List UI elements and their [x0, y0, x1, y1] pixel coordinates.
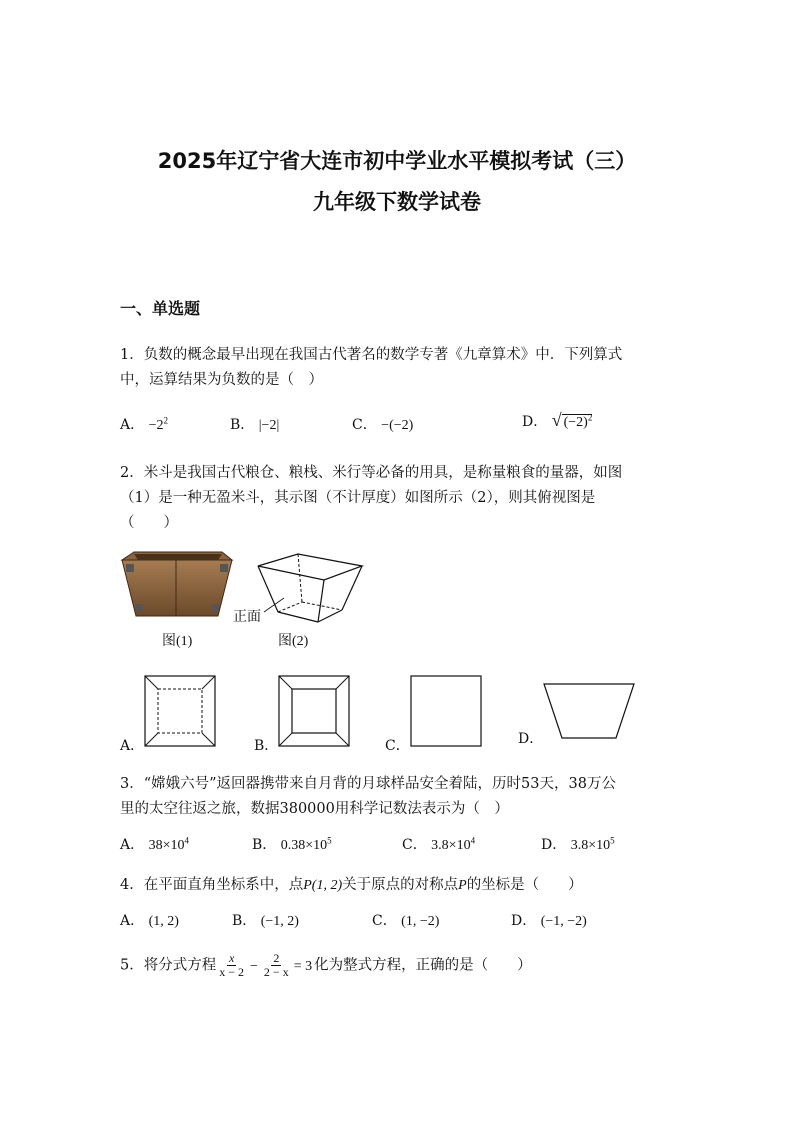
section-heading: 一、单选题 [120, 299, 201, 318]
q5-stem [120, 952, 532, 979]
option-label: B． [232, 913, 257, 929]
q4-option-b[interactable] [232, 910, 299, 930]
q2-option-b-label[interactable]: B． [254, 738, 279, 754]
front-label: 正面 [233, 610, 261, 625]
q3-option-d[interactable] [541, 834, 615, 854]
q2-option-a-figure [144, 675, 216, 747]
q1-line2: 中，运算结果为负数的是（ ） [120, 372, 323, 388]
q3-option-a[interactable] [120, 834, 189, 854]
option-label: B． [252, 837, 277, 853]
q3-line2: 里的太空往返之旅，数据380000用科学记数法表示为（ ） [120, 801, 509, 817]
q2-line1: 2．米斗是我国古代粮仓、粮栈、米行等必备的用具，是称量粮食的量器，如图 [120, 465, 623, 481]
option-math: |−2| [258, 418, 280, 433]
q4-text-pre: 4．在平面直角坐标系中，点 [120, 877, 304, 893]
q4-text-mid: 关于原点的对称点 [342, 877, 459, 893]
option-math: √ $(-2)^2$ [551, 410, 593, 430]
option-math: $3.8\times 10^5$ [570, 835, 615, 853]
q4-option-a[interactable] [120, 910, 179, 930]
q2-option-a-label[interactable]: A． [120, 738, 145, 754]
option-label: A． [120, 913, 145, 929]
q4-text-post: 的坐标是（ ） [466, 877, 583, 893]
q3-option-c[interactable] [402, 834, 475, 854]
figure-1-caption: 图(1) [162, 634, 193, 649]
option-label: A． [120, 837, 145, 853]
q5-minus: − [250, 958, 258, 974]
option-label: C． [372, 913, 397, 929]
option-label: D． [541, 837, 567, 853]
option-label: B． [230, 417, 255, 433]
option-math: $-2^2$ [148, 415, 168, 433]
q2-option-c-label[interactable]: C． [385, 738, 410, 754]
q4-stem [120, 873, 583, 894]
q5-text-post: 化为整式方程，正确的是（ ） [314, 957, 532, 974]
q4-option-d[interactable] [511, 910, 587, 930]
q2-line2: （1）是一种无盈米斗，其示图（不计厚度）如图所示（2），则其俯视图是 [120, 490, 596, 506]
option-math: (−1, 2) [260, 914, 299, 929]
q2-line3: （ ） [120, 515, 178, 531]
option-math: $38\times 10^4$ [148, 835, 189, 853]
q2-option-d-label[interactable]: D． [518, 731, 544, 747]
q3-line1: 3．“嫦娥六号”返回器携带来自月背的月球样品安全着陆，历时53天，38万公 [120, 776, 616, 792]
q1-option-a[interactable] [120, 414, 168, 434]
option-math: (−1, −2) [540, 914, 587, 929]
option-label: D． [522, 414, 548, 430]
q5-text-pre: 5．将分式方程 [120, 957, 217, 974]
q1-option-d[interactable] [522, 410, 592, 431]
q2-option-c-figure [410, 675, 482, 747]
q1-option-c[interactable] [352, 414, 413, 434]
wooden-rice-measure-photo [118, 550, 238, 624]
q2-option-d-figure [542, 682, 636, 740]
q5-fraction-2: $\frac{2}{2 - x}$ [263, 951, 289, 979]
option-math: −(−2) [381, 418, 414, 433]
q5-fraction-1: $\frac{x}{x - 2}$ [219, 951, 245, 979]
option-math: (1, 2) [148, 914, 179, 929]
q2-option-b-figure [278, 675, 350, 747]
q1-line1: 1．负数的概念最早出现在我国古代著名的数学专著《九章算术》中．下列算式 [120, 347, 623, 363]
option-label: A． [120, 417, 145, 433]
option-label: C． [352, 417, 377, 433]
q3-option-b[interactable] [252, 834, 332, 854]
option-math: (1, −2) [401, 914, 440, 929]
q4-point: P(1, 2) [303, 878, 343, 893]
option-label: C． [402, 837, 427, 853]
q4-option-c[interactable] [372, 910, 439, 930]
figure-2-caption: 图(2) [278, 634, 309, 649]
q1-option-b[interactable] [230, 414, 279, 434]
exam-subtitle: 九年级下数学试卷 [313, 190, 481, 214]
exam-title: 2025年辽宁省大连市初中学业水平模拟考试（三） [157, 149, 637, 173]
option-math: $0.38\times 10^5$ [280, 835, 332, 853]
option-label: D． [511, 913, 537, 929]
q4-point-p: P [458, 878, 467, 893]
option-math: $3.8\times 10^4$ [431, 835, 476, 853]
q5-equals: = 3 [293, 958, 313, 974]
